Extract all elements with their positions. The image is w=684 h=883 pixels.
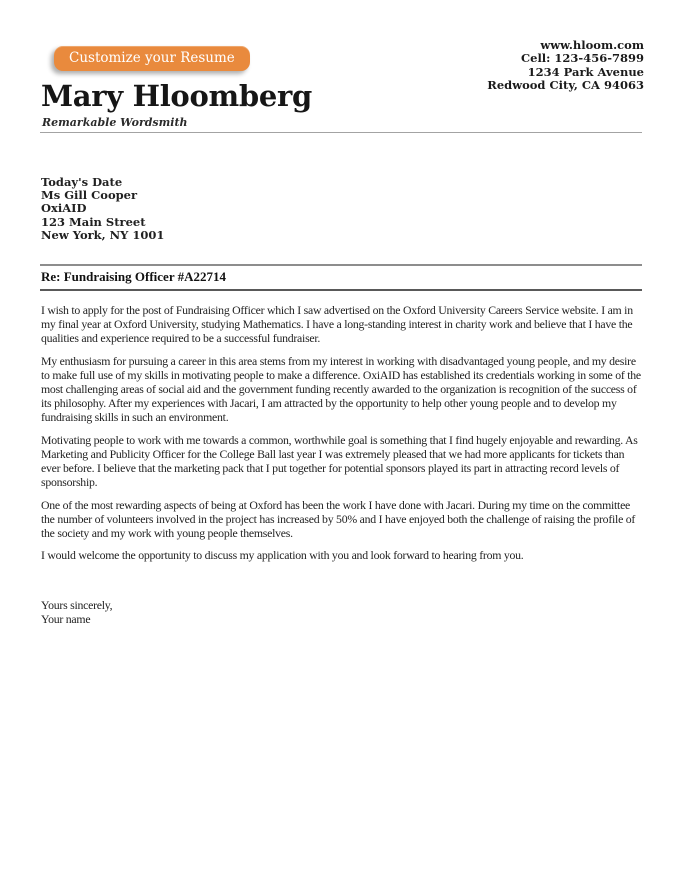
signoff-block [41, 598, 112, 626]
letter-paragraph: Motivating people to work with me towards a common, worthwhile goal is something that I find hugely enjoyable and rewarding. As Marketing and Publicity Officer for the College Ball last year I was extremely pleased that we had more applicants for tickets than ever before. I believe that the marketing pack that I put together for potential sponsors played its part in attracting record levels of sponsorship. [41, 432, 638, 490]
contact-block [487, 39, 644, 93]
signoff-name: Your name [41, 612, 91, 627]
recipient-line-date: Today's Date [41, 175, 123, 189]
recipient-line-street: 123 Main Street [41, 214, 146, 229]
recipient-line-company: OxiAID [41, 201, 87, 216]
letter-paragraph: I would welcome the opportunity to discuss my application with you and look forward to hearing from you. [41, 548, 524, 563]
letter-body [41, 303, 644, 571]
recipient-line-name: Ms Gill Cooper [41, 188, 138, 203]
letter-paragraph: I wish to apply for the post of Fundraising Officer which I saw advertised on the Oxford University Careers Service website. I am in my final year at Oxford University, studying Mathematics. I have a long-standing interest in charity work and believe that I have the qualities and experience required to be a successful fundraiser. [41, 303, 633, 346]
contact-cell-phone: Cell: 123-456-7899 [520, 51, 644, 66]
letter-paragraph: One of the most rewarding aspects of being at Oxford has been the work I have done with Jacari. During my time on the committee the number of volunteers involved in the project has increased by 50% and I have enjoyed both the challenge of raising the profile of the society and my work with young people themselves. [41, 497, 636, 540]
contact-city-state-zip: Redwood City, CA 94063 [487, 78, 644, 93]
letter-paragraph: My enthusiasm for pursuing a career in this area stems from my interest in working with disadvantaged young people, and my desire to make full use of my skills in motivating people to make a difference. OxiAID has established its credentials working in some of the most challenging areas of social aid and the government funding recently awarded to the organization is recognition of the success of its philosophy. After my experiences with Jacari, I am attracted by the opportunity to help other young people and to develop my fundraising skills in such an environment. [41, 353, 641, 425]
subject-line: Re: Fundraising Officer #A22714 [40, 264, 642, 291]
recipient-line-city: New York, NY 1001 [41, 227, 165, 242]
person-tagline: Remarkable Wordsmith [42, 116, 188, 129]
recipient-block [41, 176, 164, 242]
contact-street-address: 1234 Park Avenue [527, 64, 644, 79]
contact-website: www.hloom.com [540, 38, 644, 52]
signoff-closing: Yours sincerely, [41, 598, 113, 612]
customize-resume-button[interactable]: Customize your Resume [54, 46, 250, 71]
header-divider [40, 132, 642, 133]
person-name: Mary Hloomberg [41, 79, 312, 113]
